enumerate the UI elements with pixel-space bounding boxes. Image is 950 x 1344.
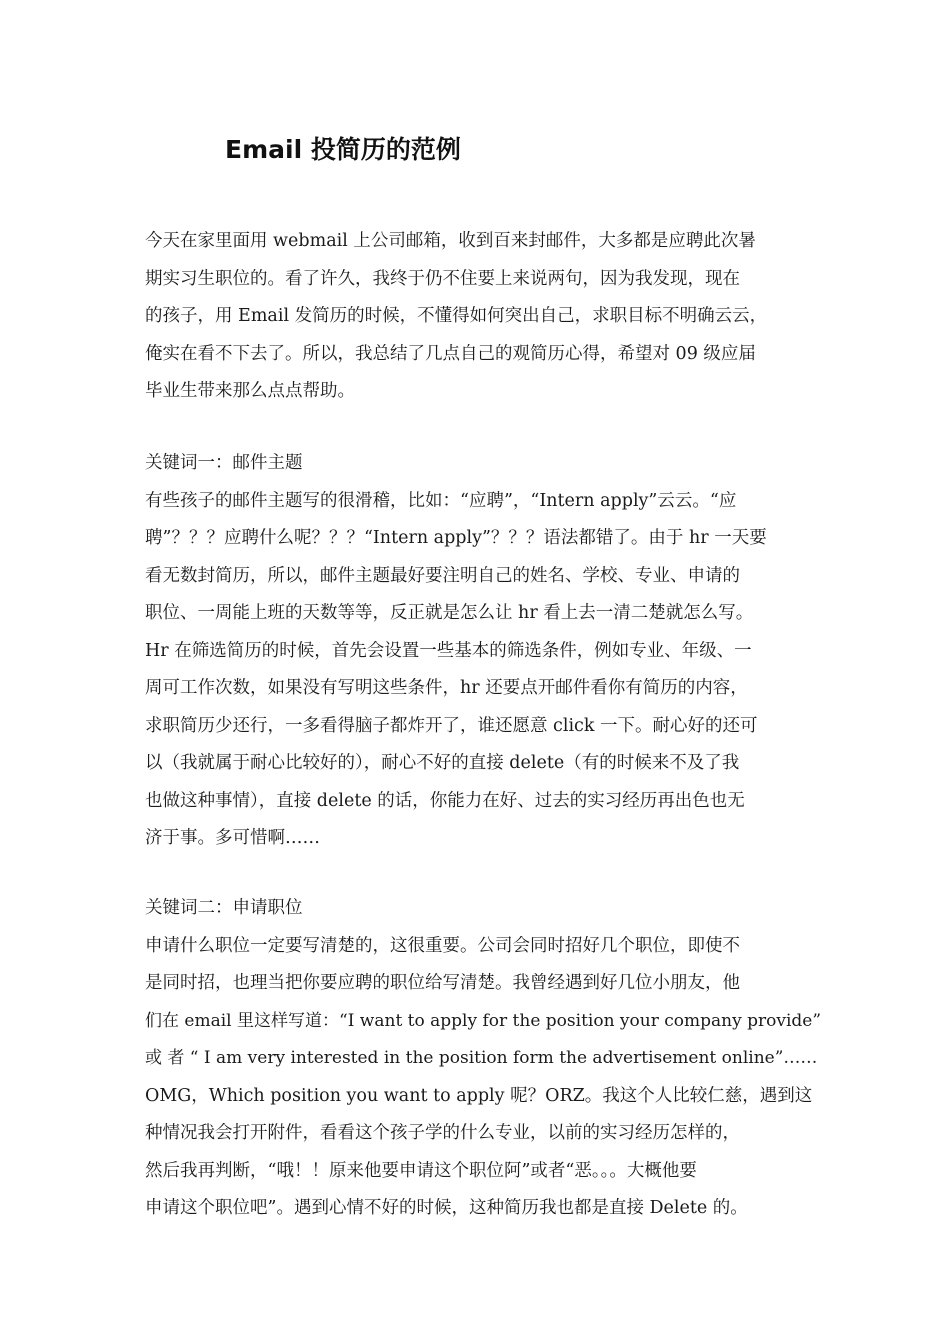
section-heading: 关键词二：申请职位 xyxy=(145,898,303,918)
intro-paragraph xyxy=(145,223,825,411)
section-heading: 关键词一：邮件主题 xyxy=(145,453,303,473)
paragraph-line: 申请什么职位一定要写清楚的，这很重要。公司会同时招好几个职位，即使不 xyxy=(145,935,740,956)
paragraph-line: 然后我再判断，“哦！！原来他要申请这个职位阿”或者“恶。。。大概他要 xyxy=(145,1160,697,1181)
paragraph-line: 的孩子，用 Email 发简历的时候，不懂得如何突出自己，求职目标不明确云云， xyxy=(145,306,768,326)
paragraph-line: 毕业生带来那么点点帮助。 xyxy=(145,381,355,401)
paragraph-line: 种情况我会打开附件，看看这个孩子学的什么专业，以前的实习经历怎样的， xyxy=(145,1123,740,1143)
paragraph-line: 济于事。多可惜啊…… xyxy=(145,828,320,848)
section-apply-position xyxy=(145,890,825,1228)
paragraph-line: Hr 在筛选简历的时候，首先会设置一些基本的筛选条件，例如专业、年级、一 xyxy=(145,640,752,661)
paragraph-line: 期实习生职位的。看了许久，我终于仍不住要上来说两句，因为我发现，现在 xyxy=(145,268,740,289)
paragraph-line: 看无数封简历，所以，邮件主题最好要注明自己的姓名、学校、专业、申请的 xyxy=(145,565,740,586)
paragraph-line: 以（我就属于耐心比较好的），耐心不好的直接 delete（有的时候来不及了我 xyxy=(145,753,740,773)
paragraph-line: 求职简历少还行，一多看得脑子都炸开了，谁还愿意 click 一下。耐心好的还可 xyxy=(145,715,758,736)
paragraph-line: 今天在家里面用 webmail 上公司邮箱，收到百来封邮件，大多都是应聘此次暑 xyxy=(145,231,756,251)
paragraph-line: OMG，Which position you want to apply 呢？ORZ。我这个人比较仁慈，遇到这 xyxy=(145,1085,813,1106)
paragraph-line: 周可工作次数，如果没有写明这些条件，hr 还要点开邮件看你有简历的内容， xyxy=(145,678,748,698)
paragraph-line: 有些孩子的邮件主题写的很滑稽，比如：“应聘”，“Intern apply”云云。“应 xyxy=(145,490,737,511)
paragraph-line: 俺实在看不下去了。所以，我总结了几点自己的观简历心得，希望对 09 级应届 xyxy=(145,343,756,364)
paragraph-line: 职位、一周能上班的天数等等，反正就是怎么让 hr 看上去一清二楚就怎么写。 xyxy=(145,603,754,623)
paragraph-line: 申请这个职位吧”。遇到心情不好的时候，这种简历我也都是直接 Delete 的。 xyxy=(145,1198,748,1218)
document-title: Email 投简历的范例 xyxy=(225,135,461,164)
paragraph-line: 们在 email 里这样写道：“I want to apply for the position your company provide” xyxy=(145,1010,822,1031)
paragraph-line: 聘”？？？应聘什么呢？？？“Intern apply”？？？语法都错了。由于 hr 一天要 xyxy=(145,528,767,548)
section-email-subject xyxy=(145,445,825,858)
paragraph-line: 或 者 “ I am very interested in the position form the advertisement online”…… xyxy=(145,1048,818,1068)
paragraph-line: 是同时招，也理当把你要应聘的职位给写清楚。我曾经遇到好几位小朋友，他 xyxy=(145,973,740,993)
paragraph-line: 也做这种事情），直接 delete 的话，你能力在好、过去的实习经历再出色也无 xyxy=(145,790,745,811)
